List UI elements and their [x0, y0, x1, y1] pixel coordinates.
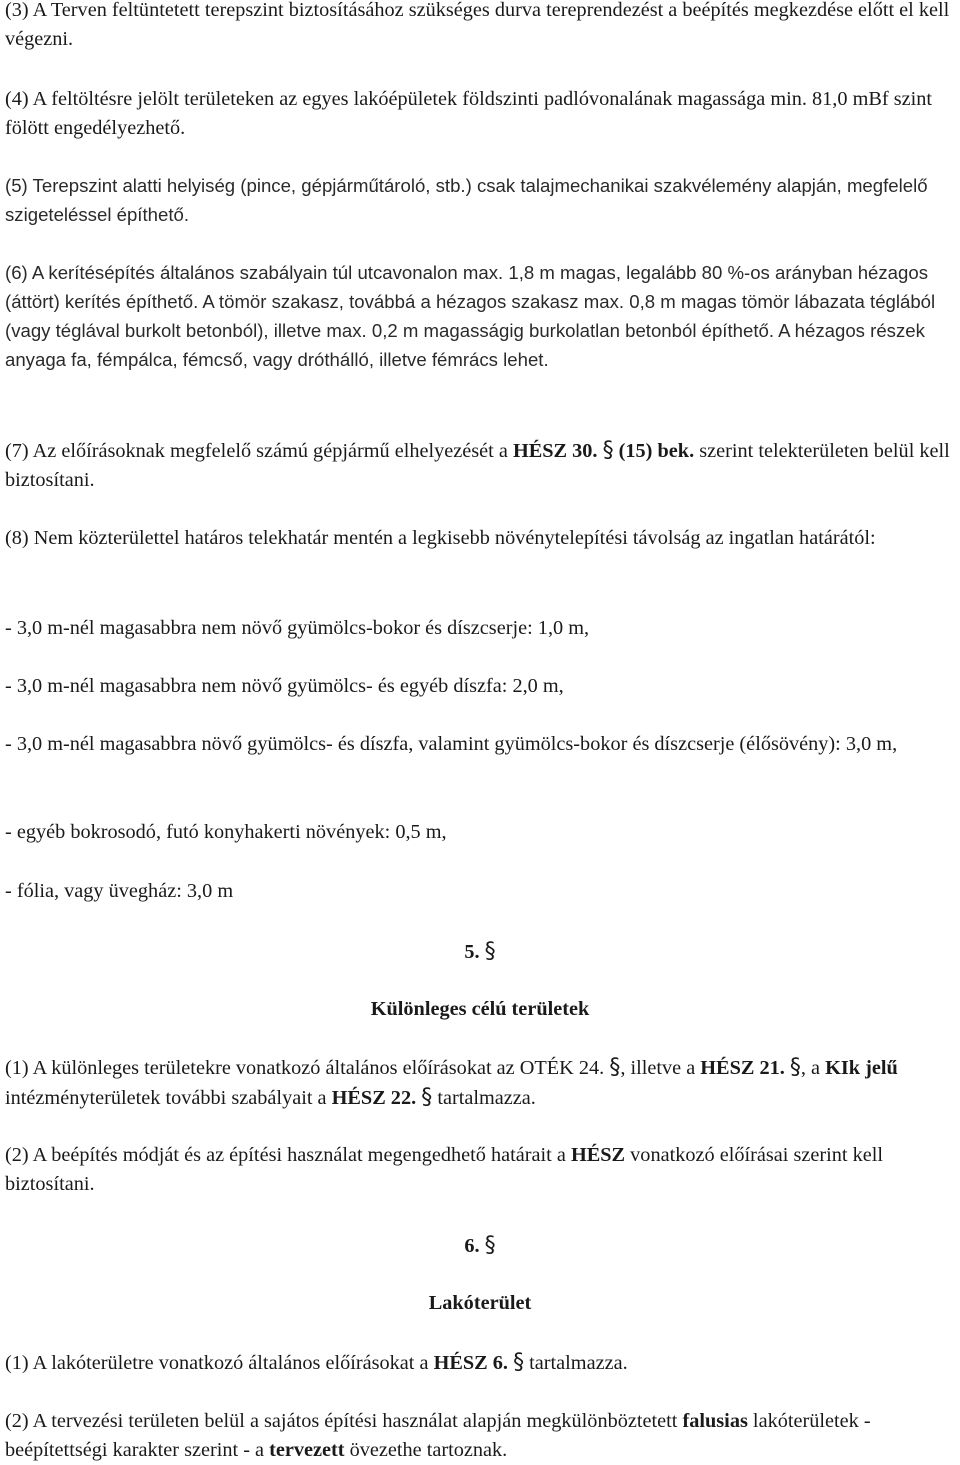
section-5-paragraph-2: (2) A beépítés módját és az építési használat megengedhető határait a HÉSZ vonatkozó előírásai szerint kell biztosítani. [5, 1144, 884, 1195]
paragraph-4: (4) A feltöltésre jelölt területeken az egyes lakóépületek földszinti padlóvonalának magassága min. 81,0 mBf szint fölött engedélyezhető. [5, 88, 933, 139]
section-5-paragraph-1: (1) A különleges területekre vonatkozó általános előírásokat az OTÉK 24. §, illetve a HÉSZ 21. §, a KIk jelű intézményterületek további szabályait a HÉSZ 22. § tartalmazza. [5, 1055, 898, 1110]
section-symbol: § [484, 939, 496, 964]
section-5-number: 5. § [464, 939, 496, 964]
paragraph-6: (6) A kerítésépítés általános szabályain túl utcavonalon max. 1,8 m magas, legalább 80 %-os arányban hézagos (áttört) kerítés építhető. A tömör szakasz, továbbá a hézagos szakasz max. 0,8 m magas tömör lábazata téglából (vagy téglával burkolt betonból), illetve max. 0,2 m magasságig burkolatlan betonból építhető. A hézagos részek anyaga fa, fémpálca, fémcső, vagy dróthálló, illetve fémrács lehet. [5, 262, 936, 370]
section-6-number: 6. § [464, 1233, 496, 1258]
paragraph-7: (7) Az előírásoknak megfelelő számú gépjármű elhelyezését a HÉSZ 30. § (15) bek. szerint telekterületen belül kell biztosítani. [5, 438, 950, 491]
section-5-title: Különleges célú területek [370, 998, 590, 1020]
list-item: - egyéb bokrosodó, futó konyhakerti növények: 0,5 m, [5, 821, 447, 843]
paragraph-5: (5) Terepszint alatti helyiség (pince, gépjárműtároló, stb.) csak talajmechanikai szakvélemény alapján, megfelelő szigeteléssel építhető. [5, 175, 928, 225]
section-6-paragraph-2: (2) A tervezési területen belül a sajátos építési használat alapján megkülönböztetett falusias lakóterületek - beépítettségi karakter szerint - a tervezett övezethe tartoznak. [5, 1410, 871, 1461]
list-item: - 3,0 m-nél magasabbra nem növő gyümölcs-bokor és díszcserje: 1,0 m, [5, 617, 590, 639]
list-item: - 3,0 m-nél magasabbra növő gyümölcs- és díszfa, valamint gyümölcs-bokor és díszcserje (élősövény): 3,0 m, [5, 733, 898, 755]
paragraph-8: (8) Nem közterülettel határos telekhatár mentén a legkisebb növénytelepítési távolság az ingatlan határától: [5, 527, 876, 549]
section-6-paragraph-1: (1) A lakóterületre vonatkozó általános előírásokat a HÉSZ 6. § tartalmazza. [5, 1350, 628, 1375]
paragraph-3: (3) A Terven feltüntetett terepszint biztosításához szükséges durva tereprendezést a beépítés megkezdése előtt el kell végezni. [5, 0, 950, 50]
section-6-title: Lakóterület [428, 1292, 532, 1314]
section-symbol: § [484, 1233, 496, 1258]
list-item: - 3,0 m-nél magasabbra nem növő gyümölcs- és egyéb díszfa: 2,0 m, [5, 675, 564, 697]
list-item: - fólia, vagy üvegház: 3,0 m [5, 880, 234, 902]
